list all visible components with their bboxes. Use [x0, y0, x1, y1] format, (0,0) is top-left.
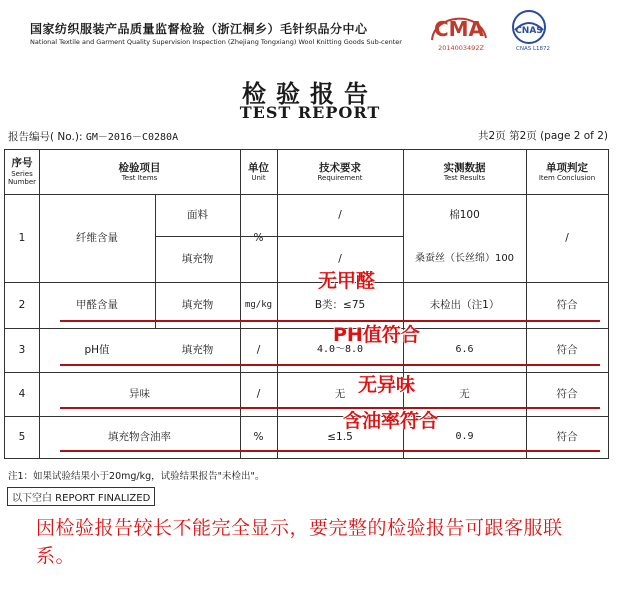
- title-en: TEST REPORT: [239, 103, 381, 122]
- header-label: 单项判定: [546, 161, 588, 174]
- row1-result-fabric: 棉100: [449, 208, 480, 221]
- row1-unit: %: [253, 231, 264, 244]
- row2-conclusion: 符合: [556, 298, 578, 311]
- svg-text:CMA: CMA: [433, 17, 485, 41]
- row4-req: 无: [334, 387, 346, 400]
- svg-text:CNAS: CNAS: [515, 26, 543, 36]
- stamp-oil-ok: 含油率符合: [343, 410, 439, 432]
- org-name-en: National Textile and Garment Quality Supervision Inspection (Zhejiang Tongxiang) Wool Knitting Goods Sub-center: [30, 38, 402, 46]
- row5-result: 0.9: [455, 431, 474, 442]
- stamp-ph-ok: PH值符合: [333, 324, 420, 346]
- header-label: 检验项目: [118, 161, 161, 174]
- row2-result: 未检出（注1）: [429, 298, 500, 311]
- row1-item: 纤维含量: [76, 231, 118, 244]
- highlight-underline: [60, 364, 600, 366]
- header-label-en: Item Conclusion: [538, 174, 596, 183]
- header-label: 技术要求: [319, 161, 361, 174]
- row2-unit: mg/kg: [244, 299, 273, 310]
- header-label: 单位: [248, 161, 269, 174]
- report-number: [8, 128, 178, 144]
- row1-sub-fabric: 面料: [187, 208, 208, 221]
- row2-item: 甲醛含量: [76, 298, 118, 311]
- row3-unit: /: [256, 343, 261, 356]
- row2-no: 2: [18, 298, 26, 311]
- row3-item: pH值: [84, 343, 110, 356]
- row5-req: ≤1.5: [327, 430, 353, 443]
- row4-result: 无: [459, 387, 470, 400]
- customer-service-notice: 因检验报告较长不能完全显示，要完整的检验报告可跟客服联系。: [36, 517, 563, 567]
- header-label-en: Requirement: [317, 174, 363, 183]
- row1-no: 1: [18, 231, 26, 244]
- header-requirement: [277, 150, 403, 194]
- report-number-label: 报告编号( No.):: [8, 131, 86, 143]
- report-number-value: GM－2016－C0280A: [85, 132, 179, 143]
- row3-sub: 填充物: [181, 343, 214, 356]
- highlight-underline: [60, 320, 600, 322]
- header-test-items: [39, 150, 240, 194]
- cma-number: 2014003492Z: [438, 44, 484, 52]
- cma-logo-icon: [428, 8, 490, 46]
- report-finalized-box: 以下空白 REPORT FINALIZED: [7, 487, 155, 506]
- row2-req: B类：≤75: [314, 298, 366, 311]
- header-test-results: [403, 150, 526, 194]
- stamp-no-odor: 无异味: [358, 374, 416, 396]
- row1-result-filling: 桑蚕丝（长丝绵）100: [414, 253, 515, 264]
- row3-no: 3: [18, 343, 26, 356]
- header-label-en: Test Items: [121, 174, 158, 183]
- row1-conclusion: /: [565, 231, 569, 244]
- row5-no: 5: [18, 430, 26, 443]
- header-unit: [240, 150, 277, 194]
- header-label: 实测数据: [443, 161, 486, 174]
- row5-conclusion: 符合: [556, 430, 578, 443]
- highlight-underline: [60, 407, 600, 409]
- header-series-no: [5, 150, 39, 194]
- header-conclusion: [526, 150, 608, 194]
- row2-sub: 填充物: [181, 298, 214, 311]
- row3-result: 6.6: [455, 344, 474, 355]
- stamp-no-formaldehyde: 无甲醛: [318, 270, 376, 292]
- title-cn: 检验报告: [242, 79, 378, 108]
- row1-req-filling: /: [338, 252, 342, 265]
- row3-req: 4.0～8.0: [316, 344, 364, 355]
- header-label-en: Test Results: [443, 174, 486, 183]
- row5-item: 填充物含油率: [108, 430, 171, 443]
- row1-req-fabric: /: [338, 208, 342, 221]
- page-indicator: 共2页 第2页 (page 2 of 2): [478, 130, 608, 142]
- test-results-table: [4, 149, 609, 459]
- row4-unit: /: [256, 387, 261, 400]
- header-label: 序号: [11, 157, 33, 170]
- org-name-cn: 国家纺织服装产品质量监督检验（浙江桐乡）毛针织品分中心: [30, 22, 368, 36]
- footnote: 注1：如果试验结果小于20mg/kg，试验结果报告"未检出"。: [8, 471, 265, 482]
- row4-item: 异味: [129, 387, 150, 400]
- row5-unit: %: [253, 430, 264, 443]
- row3-conclusion: 符合: [556, 343, 578, 356]
- cnas-number: CNAS L1872: [515, 46, 551, 52]
- highlight-underline: [60, 450, 600, 452]
- row4-no: 4: [18, 387, 26, 400]
- header-label-en: Series Number: [7, 169, 37, 187]
- header-label-en: Unit: [251, 174, 266, 183]
- row1-sub-filling: 填充物: [181, 252, 214, 265]
- row4-conclusion: 符合: [556, 387, 578, 400]
